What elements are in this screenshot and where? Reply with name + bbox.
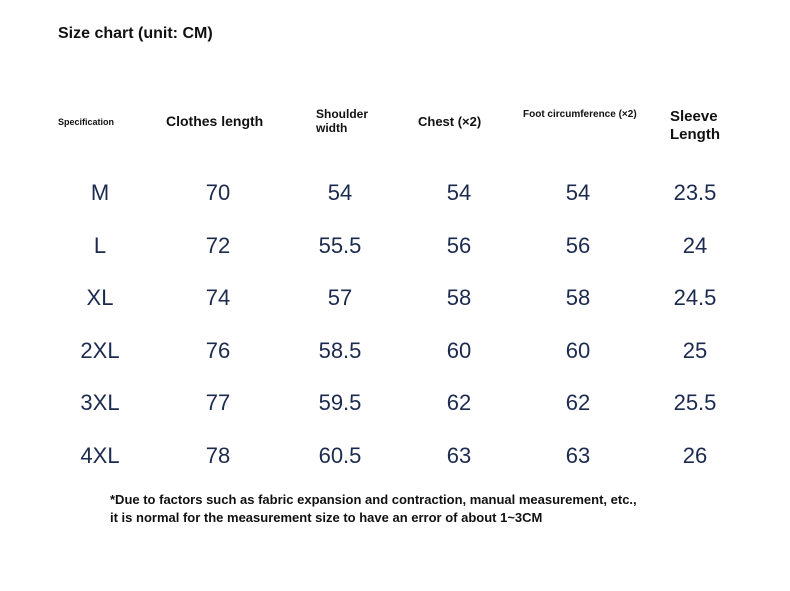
size-cell: 3XL [80,390,120,415]
foot-circumference-cell: 54 [565,180,591,205]
page-title: Size chart (unit: CM) [58,25,213,42]
measurement-note-line-1: *Due to factors such as fabric expansion and contraction, manual measurement, etc., [110,492,637,507]
sleeve-length-cell: 25 [682,337,708,363]
table-row [0,279,790,332]
table-row [0,437,790,490]
table-row [0,174,790,227]
clothes-length-cell: 70 [205,180,231,205]
sleeve-length-cell: 24.5 [673,285,717,310]
header-shoulder-width: Shoulder width [316,107,369,136]
size-cell: XL [86,285,114,310]
size-cell: L [93,232,107,258]
header-sleeve-length: Sleeve Length [670,108,720,143]
clothes-length-cell: 77 [205,390,231,415]
foot-circumference-cell: 62 [565,390,591,415]
shoulder-width-cell: 54 [327,180,353,205]
clothes-length-cell: 78 [205,442,231,468]
shoulder-width-cell: 58.5 [318,337,362,363]
foot-circumference-cell: 56 [565,232,591,258]
clothes-length-cell: 76 [205,337,231,363]
size-cell: 2XL [80,337,120,363]
chest-cell: 63 [446,442,472,468]
foot-circumference-cell: 63 [565,442,591,468]
measurement-note-line-2: it is normal for the measurement size to have an error of about 1~3CM [110,509,543,525]
table-row [0,332,790,385]
chest-cell: 54 [446,180,472,205]
clothes-length-cell: 74 [205,285,231,310]
size-table-body [0,174,790,489]
foot-circumference-cell: 60 [565,337,591,363]
shoulder-width-cell: 60.5 [318,442,362,468]
sleeve-length-cell: 23.5 [673,180,717,205]
chest-cell: 58 [446,285,472,310]
shoulder-width-cell: 59.5 [318,390,362,415]
chest-cell: 56 [446,232,472,258]
chest-cell: 62 [446,390,472,415]
clothes-length-cell: 72 [205,232,231,258]
header-clothes-length: Clothes length [166,113,264,129]
sleeve-length-cell: 24 [682,232,708,258]
shoulder-width-cell: 55.5 [318,232,362,258]
table-row [0,227,790,280]
shoulder-width-cell: 57 [327,285,353,310]
size-cell: 4XL [80,442,120,468]
size-cell: M [90,180,110,205]
header-foot-circumference: Foot circumference (×2) [523,109,637,120]
sleeve-length-cell: 25.5 [673,390,717,415]
foot-circumference-cell: 58 [565,285,591,310]
table-row [0,384,790,437]
sleeve-length-cell: 26 [682,442,708,468]
measurement-note [110,491,637,526]
header-specification: Specification [58,117,115,127]
header-chest: Chest (×2) [418,114,482,129]
chest-cell: 60 [446,337,472,363]
